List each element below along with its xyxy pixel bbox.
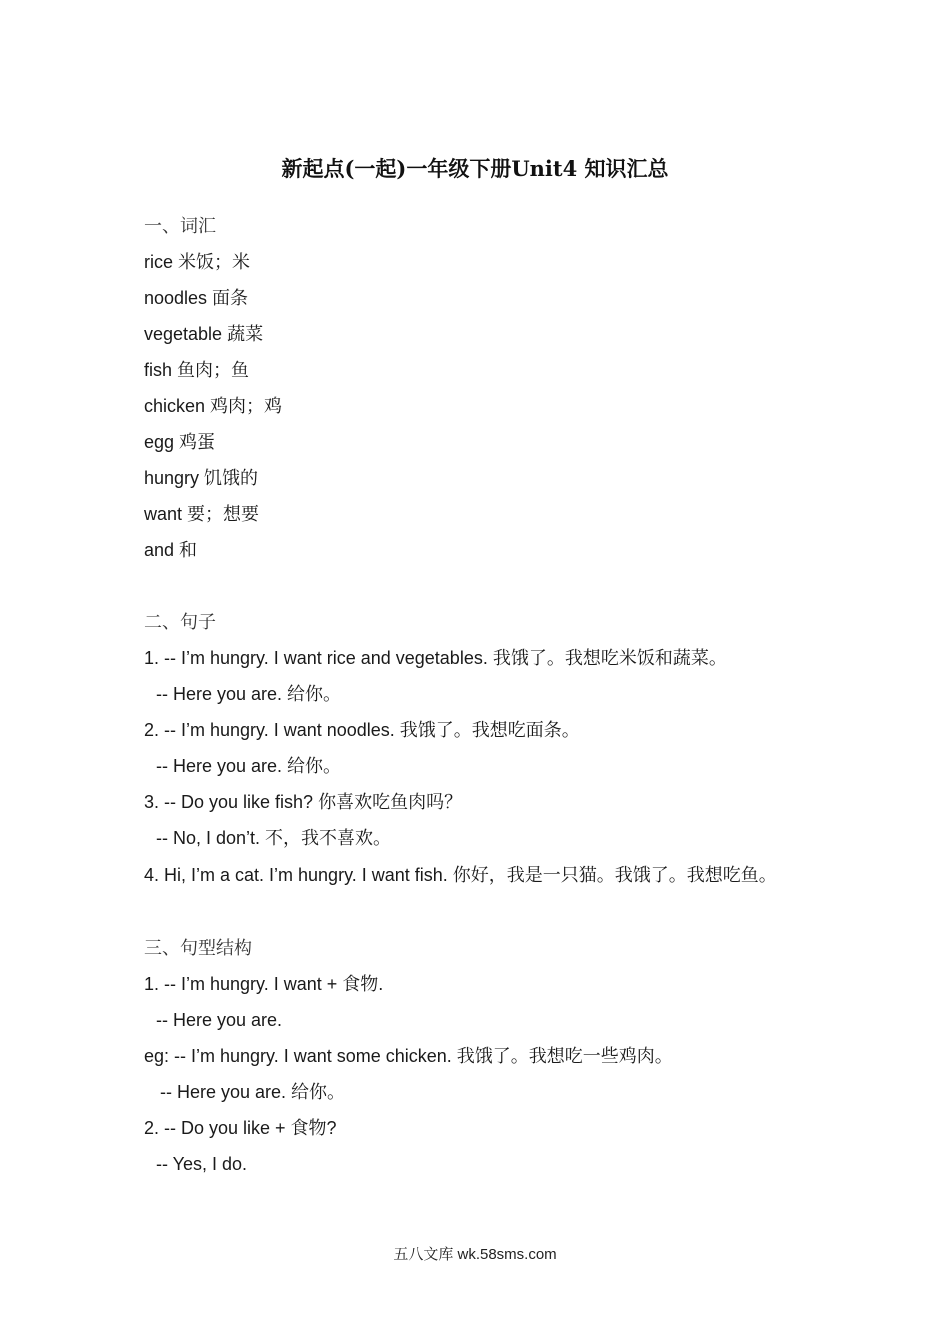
vocab-item: noodles 面条 xyxy=(144,288,249,308)
pattern-reply: -- Here you are. xyxy=(156,1010,283,1030)
vocab-item: rice 米饭；米 xyxy=(144,252,251,272)
sentence-line: 3. -- Do you like fish? 你喜欢吃鱼肉吗？ xyxy=(144,792,463,812)
sentence-reply: -- No, I don’t. 不，我不喜欢。 xyxy=(156,828,392,848)
vocab-item: chicken 鸡肉；鸡 xyxy=(144,396,283,416)
pattern-line: 2. -- Do you like + 食物? xyxy=(144,1118,337,1138)
vocab-item: want 要；想要 xyxy=(144,504,260,524)
patterns-heading: 三、句型结构 xyxy=(144,938,252,958)
vocab-item: hungry 饥饿的 xyxy=(144,468,259,488)
pattern-reply: -- Here you are. 给你。 xyxy=(160,1082,346,1102)
vocab-heading: 一、词汇 xyxy=(144,216,216,236)
vocab-item: fish 鱼肉；鱼 xyxy=(144,360,250,380)
sentence-reply: -- Here you are. 给你。 xyxy=(156,684,342,704)
pattern-reply: -- Yes, I do. xyxy=(156,1154,248,1174)
vocab-item: egg 鸡蛋 xyxy=(144,432,216,452)
sentences-heading: 二、句子 xyxy=(144,612,216,632)
section-gap xyxy=(144,568,824,604)
sentence-reply: -- Here you are. 给你。 xyxy=(156,756,342,776)
pattern-example: eg: -- I’m hungry. I want some chicken. 我饿了。我想吃一些鸡肉。 xyxy=(144,1046,673,1066)
document-body xyxy=(144,208,824,1182)
sentence-line: 4. Hi, I’m a cat. I’m hungry. I want fish. 你好，我是一只猫。我饿了。我想吃鱼。 xyxy=(144,865,777,885)
sentence-line: 2. -- I’m hungry. I want noodles. 我饿了。我想吃面条。 xyxy=(144,720,580,740)
section-gap xyxy=(144,894,824,930)
page-title: 新起点(一起)一年级下册Unit4 知识汇总 xyxy=(281,156,669,181)
pattern-line: 1. -- I’m hungry. I want + 食物. xyxy=(144,974,384,994)
sentence-line: 1. -- I’m hungry. I want rice and vegetables. 我饿了。我想吃米饭和蔬菜。 xyxy=(144,648,727,668)
vocab-item: vegetable 蔬菜 xyxy=(144,324,264,344)
vocab-item: and 和 xyxy=(144,540,198,560)
footer-watermark: 五八文库 wk.58sms.com xyxy=(393,1246,557,1263)
